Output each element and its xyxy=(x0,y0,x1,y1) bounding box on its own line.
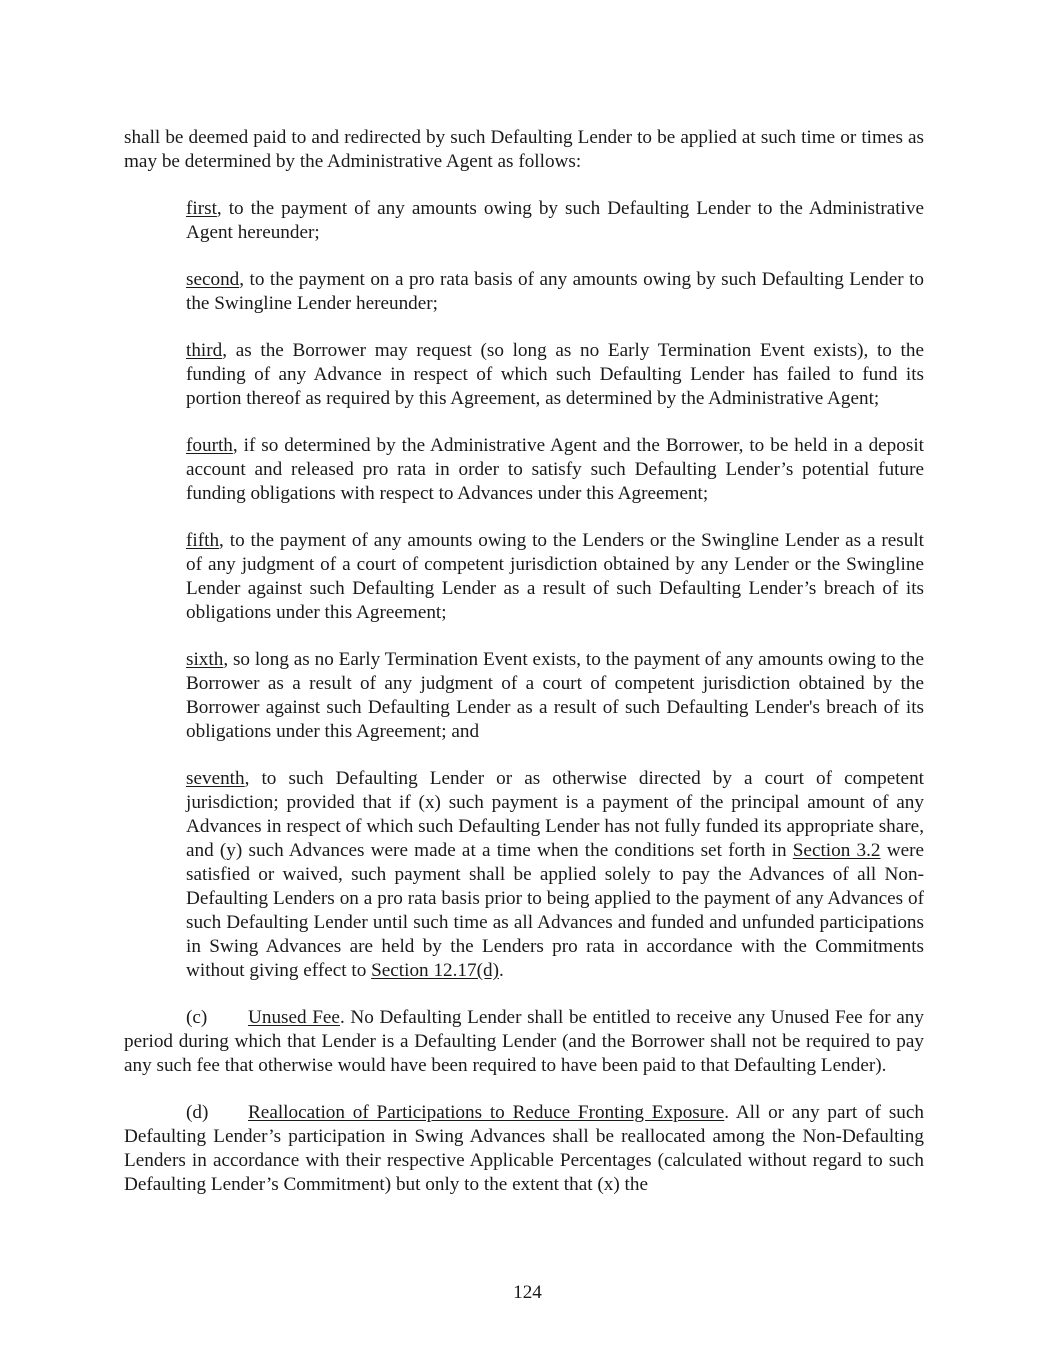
item-term: fifth xyxy=(186,530,220,551)
section-text: . All or any part of such Defaulting Lender’s participation in Swing Advances shall be reallocated among the Non-Defaulting Lenders in accordance with their respective Applicable Percentages (calculated without regard to such Defaulting Lender’s Commitment) but only to the extent that (x) the xyxy=(124,1102,924,1195)
section-d-paragraph xyxy=(124,1101,924,1197)
list-item-fourth xyxy=(186,434,924,506)
section-heading: Reallocation of Participations to Reduce Fronting Exposure xyxy=(248,1102,725,1123)
item-text: . xyxy=(499,960,504,981)
item-term: sixth xyxy=(186,649,224,670)
section-heading: Unused Fee xyxy=(248,1007,340,1028)
item-text: , to the payment of any amounts owing to the Lenders or the Swingline Lender as a result of any judgment of a court of competent jurisdiction obtained by any Lender or the Swingline Lender against such Defaulting Lender as a result of such Defaulting Lender’s breach of its obligations under this Agreement; xyxy=(186,530,924,623)
page-number: 124 xyxy=(513,1282,542,1303)
section-reference: Section 3.2 xyxy=(792,840,881,861)
item-text: , as the Borrower may request (so long as no Early Termination Event exists), to the funding of any Advance in respect of which such Defaulting Lender has failed to fund its portion thereof as required by this Agreement, as determined by the Administrative Agent; xyxy=(186,340,924,409)
list-item-seventh xyxy=(186,767,924,983)
list-item-second xyxy=(186,268,924,316)
item-text: , if so determined by the Administrative Agent and the Borrower, to be held in a deposit account and released pro rata in order to satisfy such Defaulting Lender’s potential future funding obligations with respect to Advances under this Agreement; xyxy=(186,435,924,504)
item-term: fourth xyxy=(186,435,233,456)
section-label: (d) xyxy=(186,1102,209,1123)
item-text: were satisfied or waived, such payment shall be applied solely to pay the Advances of all Non-Defaulting Lenders on a pro rata basis prior to being applied to the payment of any Advances of such Defaulting Lender until such time as all Advances and funded and unfunded participations in Swing Advances are held by the Lenders pro rata in accordance with the Commitments without giving effect to xyxy=(186,840,925,981)
item-text: , to the payment on a pro rata basis of any amounts owing by such Defaulting Lender to the Swingline Lender hereunder; xyxy=(186,269,924,314)
section-reference: Section 12.17(d) xyxy=(371,960,499,981)
item-term: third xyxy=(186,340,223,361)
section-label: (c) xyxy=(186,1007,208,1028)
item-text: , to such Defaulting Lender or as otherwise directed by a court of competent jurisdiction; provided that if (x) such payment is a payment of the principal amount of any Advances in respect of which such Defaulting Lender has not fully funded its appropriate share, and (y) such Advances were made at a time when the conditions set forth in xyxy=(186,768,924,861)
list-item-third xyxy=(186,339,924,411)
item-term: seventh xyxy=(186,768,245,789)
item-term: first xyxy=(186,198,217,219)
document-page xyxy=(124,126,924,1220)
intro-paragraph: shall be deemed paid to and redirected by such Defaulting Lender to be applied at such time or times as may be determined by the Administrative Agent as follows: xyxy=(124,127,924,172)
list-item-sixth xyxy=(186,648,924,744)
section-c-paragraph xyxy=(124,1006,924,1078)
section-text: . No Defaulting Lender shall be entitled to receive any Unused Fee for any period during which that Lender is a Defaulting Lender (and the Borrower shall not be required to pay any such fee that otherwise would have been required to have been paid to that Defaulting Lender). xyxy=(124,1007,924,1076)
list-item-fifth xyxy=(186,529,924,625)
item-text: , to the payment of any amounts owing by such Defaulting Lender to the Administrative Agent hereunder; xyxy=(186,198,924,243)
item-term: second xyxy=(186,269,240,290)
item-text: , so long as no Early Termination Event exists, to the payment of any amounts owing to the Borrower as a result of any judgment of a court of competent jurisdiction obtained by the Borrower against such Defaulting Lender as a result of such Defaulting Lender's breach of its obligations under this Agreement; and xyxy=(186,649,924,742)
list-item-first xyxy=(186,197,924,245)
